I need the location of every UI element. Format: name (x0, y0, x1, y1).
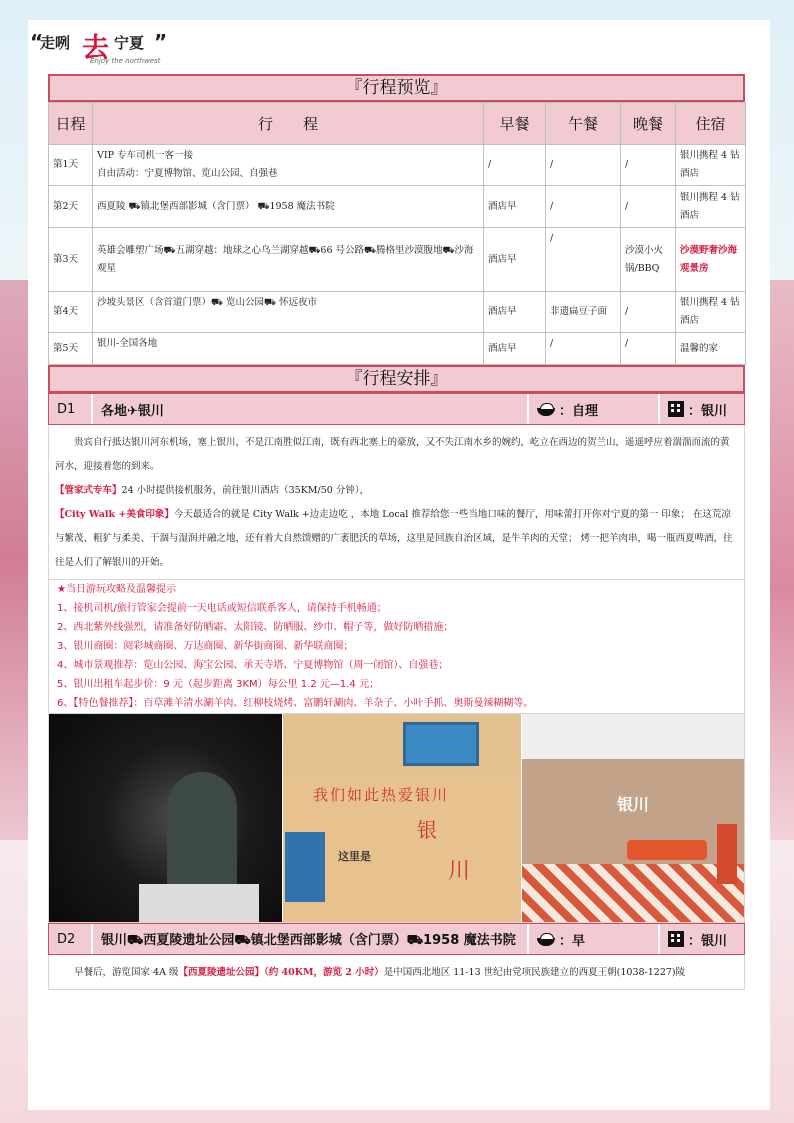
street-wall-photo (283, 714, 521, 922)
row-itinerary: 英雄会雕塑广场⛟五湖穿越：地球之心乌兰湖穿越⛟66 号公路⛟腾格里沙漠腹地⛟沙海观星 (93, 228, 484, 292)
row-itinerary: 西夏陵 ⛟镇北堡西部影城（含门票） ⛟1958 魔法书院 (93, 186, 484, 228)
row-dinner: / (621, 145, 676, 186)
shop-name: 银川 (617, 795, 650, 814)
day1-title: 各地✈银川 (93, 394, 529, 424)
bowl-icon (537, 938, 555, 946)
wall-slogan: 我们如此热爱银川 (313, 786, 450, 804)
wall-char-chuan: 川 (448, 859, 471, 884)
bowl-icon (537, 408, 555, 416)
day2-hotel-text: ：银川 (688, 933, 728, 949)
overview-table (48, 102, 746, 365)
day2-meal-text: ：早 (559, 933, 586, 949)
row-breakfast: 酒店早 (484, 186, 546, 228)
itinerary-content (48, 74, 745, 990)
overview-title-bar (48, 74, 745, 102)
orange-seats (627, 840, 707, 860)
col-lunch: 午餐 (546, 103, 621, 145)
row-dinner: / (621, 292, 676, 333)
logo-tagline: Enjoy the northwest (90, 57, 161, 65)
row-dinner: / (621, 333, 676, 365)
day1-header (48, 393, 745, 425)
day1-tag: D1 (49, 394, 93, 424)
row-day: 第5天 (49, 333, 93, 365)
col-itinerary: 行 程 (93, 103, 484, 145)
building-icon (668, 401, 684, 417)
row-day: 第3天 (49, 228, 93, 292)
building-icon (668, 931, 684, 947)
day2-text-start: 早餐后，游览国家 4A 级 (74, 967, 179, 978)
table-row (49, 145, 746, 186)
row-lunch: / (546, 228, 621, 292)
logo-word-2: 去 (82, 33, 109, 64)
day1-description (48, 425, 745, 580)
arrangement-title: 『行程安排』 (50, 367, 743, 391)
dragon-statue (167, 772, 237, 892)
row-hotel: 银川携程 4 钻酒店 (676, 292, 746, 333)
tip-item: 4、城市景观推荐：览山公园、海宝公园、承天寺塔、宁夏博物馆（周一闭馆）、自强巷； (57, 660, 449, 671)
col-breakfast: 早餐 (484, 103, 546, 145)
logo-quote-open: “ (30, 30, 44, 54)
day2-description (48, 955, 745, 990)
day2-site-tag: 【西夏陵遗址公园】（约 40KM，游览 2 小时） (178, 967, 384, 978)
row-breakfast: / (484, 145, 546, 186)
day2-meal (529, 924, 660, 954)
overview-title: 『行程预览』 (50, 76, 743, 100)
col-dinner: 晚餐 (621, 103, 676, 145)
logo-word-3: 宁夏 (114, 34, 145, 52)
row-itinerary: VIP 专车司机一客一接 自由活动：宁夏博物馆、览山公园、自强巷 (93, 145, 484, 186)
day1-intro: 贵宾自行抵达银川河东机场，塞上银川，不是江南胜似江南，既有西北塞上的豪放，又不失江南水乡的婉约，屹立在西边的贺兰山，遥遥呼应着湍湍而流的黄河水，迎接着您的到来。 (55, 437, 730, 472)
row-day: 第1天 (49, 145, 93, 186)
day1-tips (48, 580, 745, 714)
day1-photos (48, 714, 745, 923)
day1-car-paragraph (55, 479, 738, 503)
day2-text-end: 是中国西北地区 11-13 世纪由党项民族建立的西夏王朝(1038-1227)陵 (383, 967, 686, 978)
museum-photo (49, 714, 282, 922)
day1-hotel (660, 394, 744, 424)
window (403, 722, 479, 766)
table-row (49, 228, 746, 292)
row-dinner: 沙漠小火锅/BBQ (621, 228, 676, 292)
city-walk-tag: 【City Walk +美食印象】 (55, 509, 174, 520)
brand-logo (30, 28, 170, 70)
day1-meal (529, 394, 660, 424)
row-dinner: / (621, 186, 676, 228)
tips-heading: ★当日游玩攻略及温馨提示 (57, 584, 176, 595)
tiled-floor (522, 864, 744, 922)
car-service-text: 24 小时提供接机服务，前往银川酒店（35KM/50 分钟）， (121, 485, 370, 496)
table-row (49, 186, 746, 228)
day1-meal-text: ：自理 (559, 403, 599, 419)
row-hotel: 沙漠野奢沙海观景房 (676, 228, 746, 292)
row-lunch: 非遗扁豆子面 (546, 292, 621, 333)
tip-item: 5、银川出租车起步价：9 元（起步距离 3KM）每公里 1.2 元—1.4 元； (57, 679, 379, 690)
tip-item: 2、西北紫外线强烈，请准备好防晒霜、太阳镜、防晒服、纱巾、帽子等，做好防晒措施； (57, 622, 454, 633)
row-itinerary: 沙坡头景区（含首道门票）⛟ 览山公园⛟ 怀远夜市 (93, 292, 484, 333)
row-breakfast: 酒店早 (484, 333, 546, 365)
location-sign: 这里是 (338, 850, 371, 863)
arrangement-title-bar (48, 365, 745, 393)
shopfront-photo (522, 714, 744, 922)
row-day: 第2天 (49, 186, 93, 228)
blue-door (285, 832, 325, 902)
col-day: 日程 (49, 103, 93, 145)
tip-item: 1、接机司机/旅行管家会提前一天电话或短信联系客人，请保持手机畅通； (57, 603, 387, 614)
car-service-tag: 【管家式专车】 (55, 485, 122, 496)
row-hotel: 银川携程 4 钻酒店 (676, 145, 746, 186)
col-hotel: 住宿 (676, 103, 746, 145)
row-lunch: / (546, 145, 621, 186)
logo-quote-close: ” (154, 30, 168, 54)
tip-item: 3、银川商圈：阅彩城商圈、万达商圈、新华街商圈、新华联商圈； (57, 641, 354, 652)
row-hotel: 银川携程 4 钻酒店 (676, 186, 746, 228)
day2-hotel (660, 924, 744, 954)
row-breakfast: 酒店早 (484, 292, 546, 333)
day2-tag: D2 (49, 924, 93, 954)
tip-item: 6、【特色餐推荐】：百草滩羊清水涮羊肉、红柳枝烧烤、富鹏轩涮肉、羊杂子、小叶手抓、奥斯曼辣糊糊等。 (57, 698, 534, 709)
day1-hotel-text: ：银川 (688, 403, 728, 419)
row-itinerary: 银川-全国各地 (93, 333, 484, 365)
row-lunch: / (546, 186, 621, 228)
wall-char-yin: 银 (417, 818, 437, 842)
day2-header (48, 923, 745, 955)
row-breakfast: 酒店早 (484, 228, 546, 292)
row-day: 第4天 (49, 292, 93, 333)
table-row (49, 292, 746, 333)
table-row (49, 333, 746, 365)
row-lunch: / (546, 333, 621, 365)
row-hotel: 温馨的家 (676, 333, 746, 365)
day2-title: 银川⛟西夏陵遗址公园⛟镇北堡西部影城（含门票）⛟1958 魔法书院 (93, 924, 529, 954)
logo-word-1: 走咧 (40, 34, 71, 52)
statue-stand (139, 884, 259, 922)
mailbox (717, 824, 737, 884)
city-walk-text: 今天最适合的就是 City Walk +边走边吃 ，本地 Local 推荐给您一些当地口味的餐厅，用味蕾打开你对宁夏的第一 印象； 在这荒凉与繁茂、粗犷与柔美、干涸与湿润并融之地，还有着大自然馈赠的广袤肥沃的草场，这里是回族自治区域，是牛羊肉的天堂； 烤一把羊肉串，喝一瓶西夏啤酒，往往是人们了解银川的开始。 (55, 509, 733, 568)
day1-walk-paragraph (55, 503, 738, 575)
